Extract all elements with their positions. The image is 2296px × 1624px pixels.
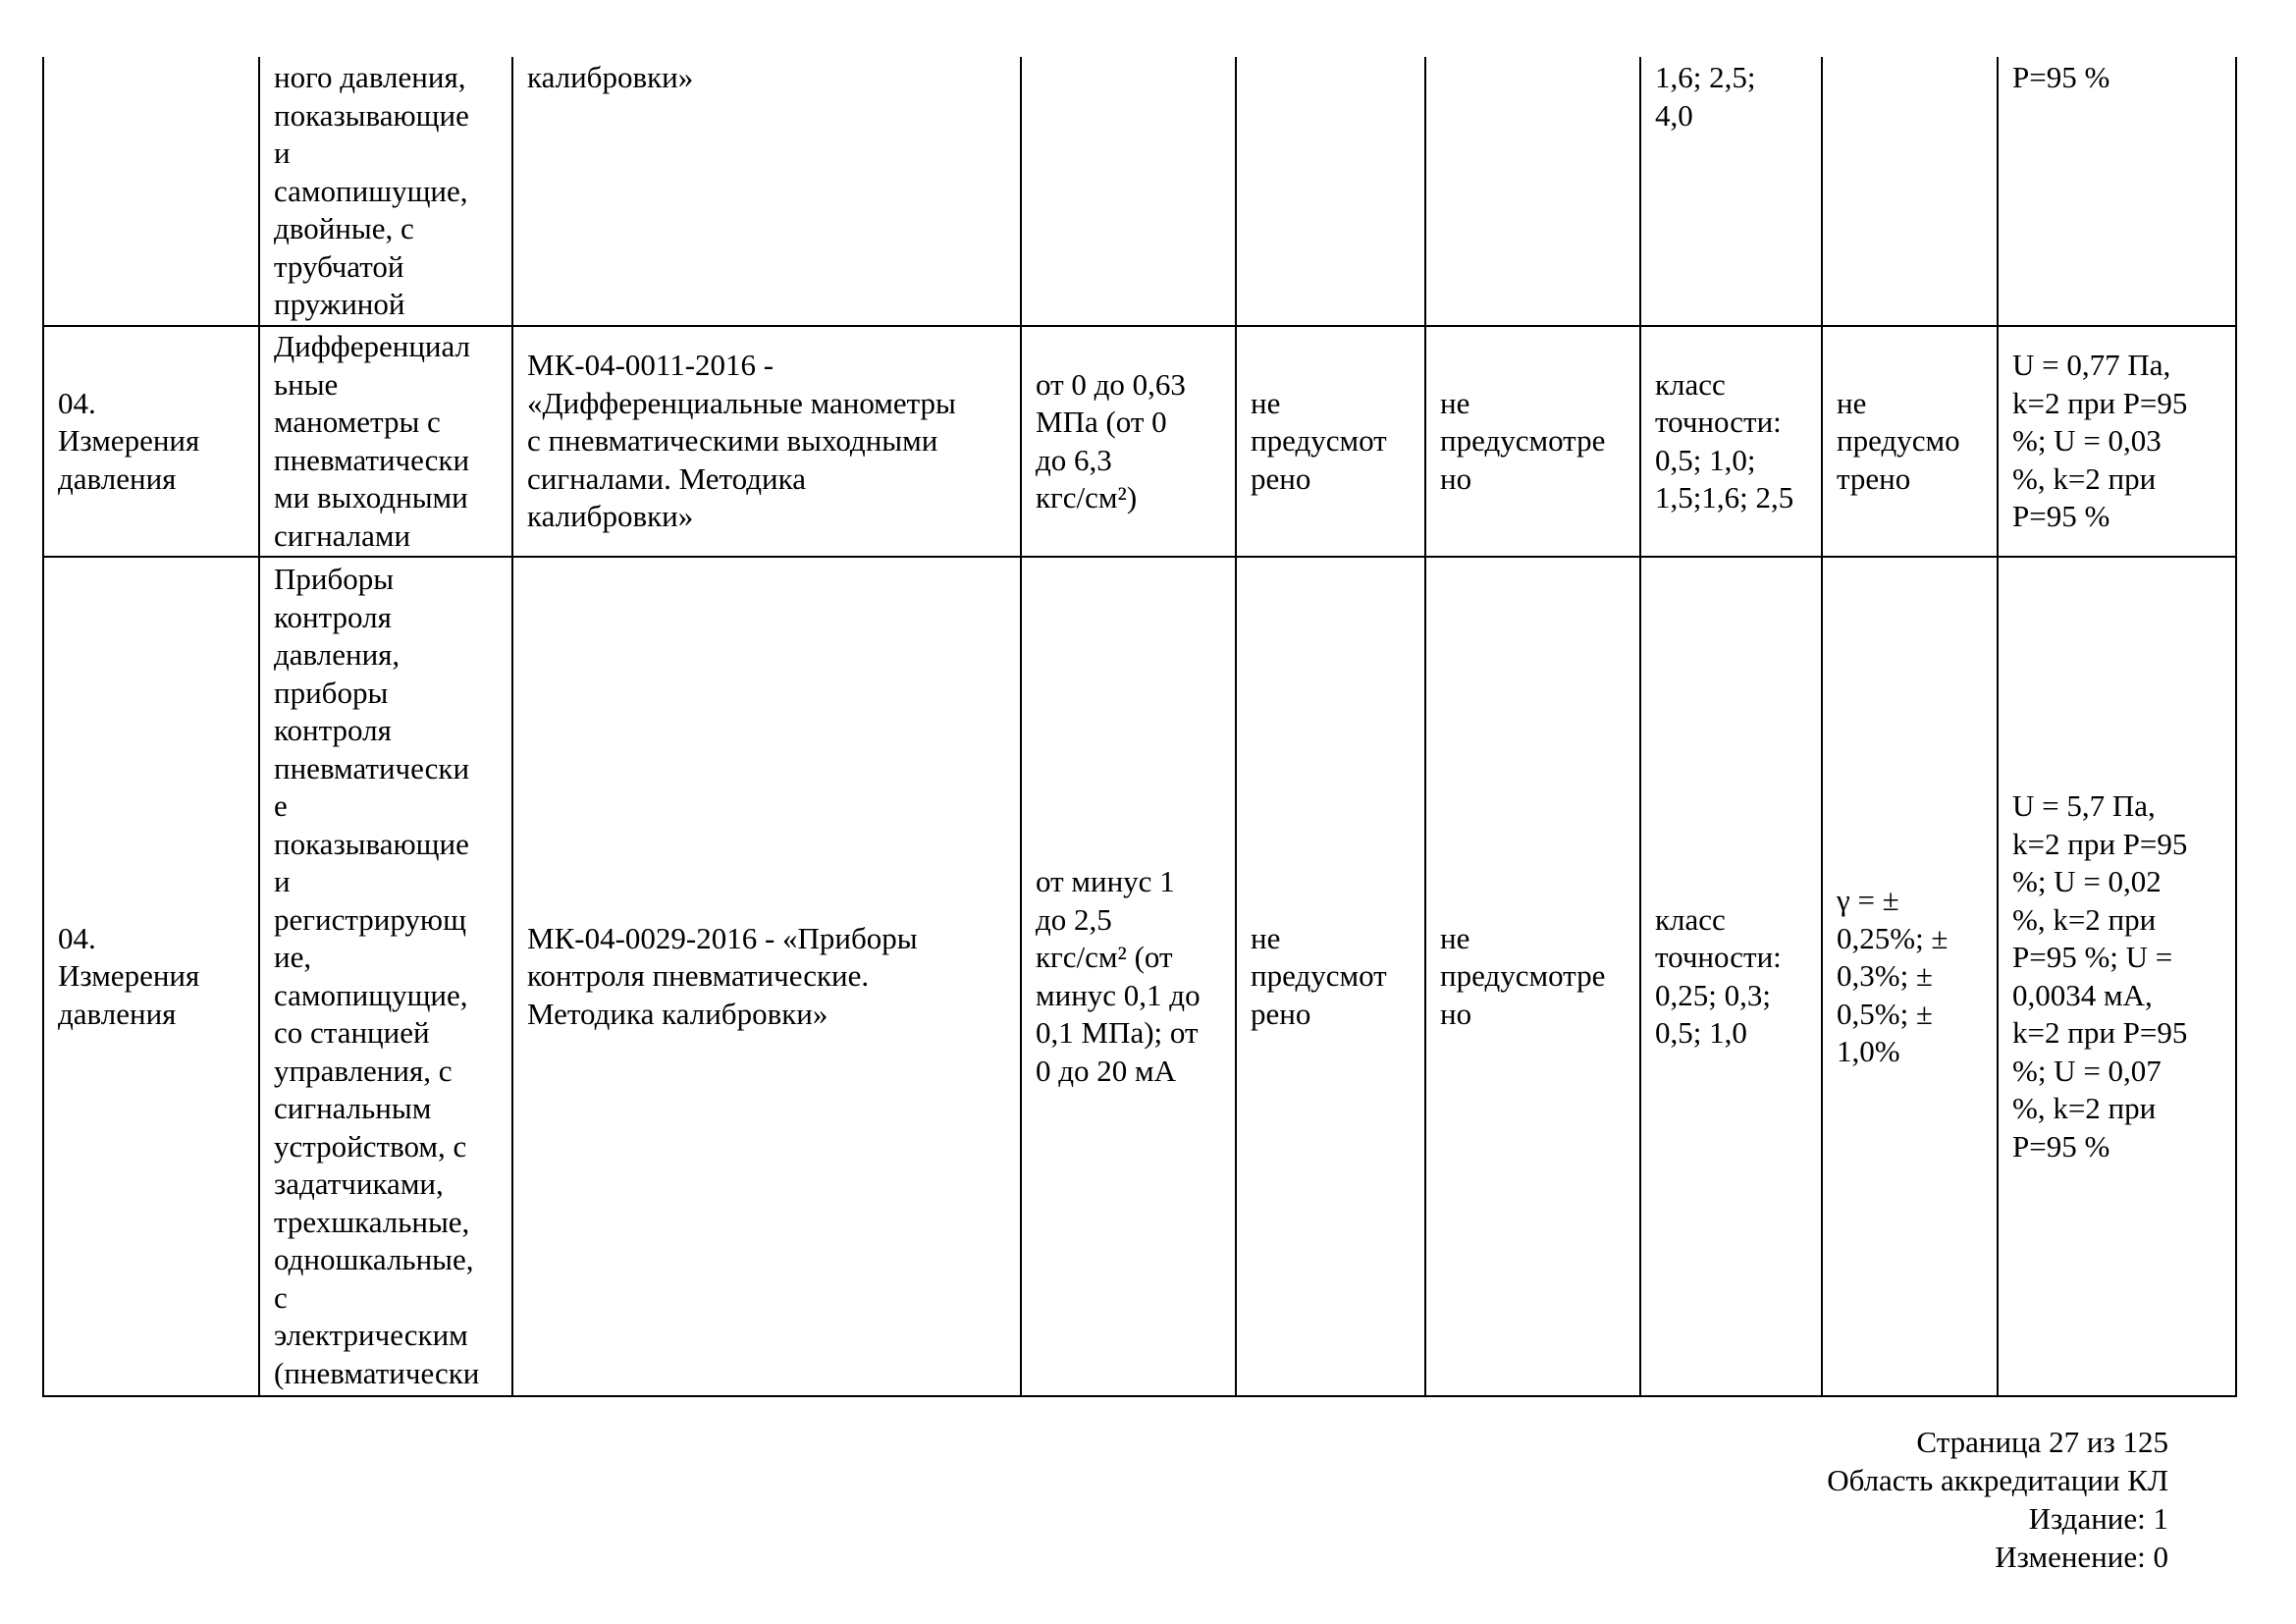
table-cell: класс точности: 0,25; 0,3; 0,5; 1,0: [1640, 557, 1822, 1396]
table-cell: [1425, 57, 1640, 326]
table-cell: калибровки»: [512, 57, 1021, 326]
table-cell: не предусмотре но: [1425, 326, 1640, 557]
table-row: [43, 557, 2236, 1396]
table-cell: [43, 57, 259, 326]
table-cell: от 0 до 0,63 МПа (от 0 до 6,3 кгс/см²): [1021, 326, 1236, 557]
table-cell: U = 0,77 Па, k=2 при P=95 %; U = 0,03 %, k=2 при P=95 %: [1998, 326, 2236, 557]
table-cell: Приборы контроля давления, приборы контроля пневматически е показывающие и регистрирующ ие, самопищущие, со станцией управления, с сигнальным устройством, с задатчиками, трехшкальные, одношкальные, с электрическим (пневматически: [259, 557, 512, 1396]
accreditation-scope: Область аккредитации КЛ: [1827, 1463, 2168, 1497]
table-cell: класс точности: 0,5; 1,0; 1,5;1,6; 2,5: [1640, 326, 1822, 557]
table-row: [43, 326, 2236, 557]
table-cell: МК-04-0011-2016 - «Дифференциальные манометры с пневматическими выходными сигналами. Методика калибровки»: [512, 326, 1021, 557]
table-cell: 04. Измерения давления: [43, 326, 259, 557]
table-cell: [1236, 57, 1425, 326]
table-cell: не предусмот рено: [1236, 326, 1425, 557]
table-cell: 04. Измерения давления: [43, 557, 259, 1396]
page-number: Страница 27 из 125: [1916, 1425, 2168, 1459]
table-cell: ного давления, показывающие и самопишущие, двойные, с трубчатой пружиной: [259, 57, 512, 326]
table-cell: от минус 1 до 2,5 кгс/см² (от минус 0,1 до 0,1 МПа); от 0 до 20 мА: [1021, 557, 1236, 1396]
table-cell: γ = ± 0,25%; ± 0,3%; ± 0,5%; ± 1,0%: [1822, 557, 1998, 1396]
page-footer: [1827, 1423, 2168, 1576]
accreditation-table: [42, 57, 2237, 1397]
table-cell: Дифференциал ьные манометры с пневматически ми выходными сигналами: [259, 326, 512, 557]
change-label: Изменение: 0: [1995, 1540, 2168, 1574]
table-cell: 1,6; 2,5; 4,0: [1640, 57, 1822, 326]
table-cell: P=95 %: [1998, 57, 2236, 326]
table-cell: U = 5,7 Па, k=2 при P=95 %; U = 0,02 %, k=2 при P=95 %; U = 0,0034 мА, k=2 при P=95 %; U = 0,07 %, k=2 при P=95 %: [1998, 557, 2236, 1396]
table-cell: не предусмот рено: [1236, 557, 1425, 1396]
table-cell: [1822, 57, 1998, 326]
table-cell: не предусмо трено: [1822, 326, 1998, 557]
table-cell: [1021, 57, 1236, 326]
table-cell: МК-04-0029-2016 - «Приборы контроля пневматические. Методика калибровки»: [512, 557, 1021, 1396]
table-cell: не предусмотре но: [1425, 557, 1640, 1396]
edition-label: Издание: 1: [2028, 1501, 2168, 1536]
table-row: [43, 57, 2236, 326]
